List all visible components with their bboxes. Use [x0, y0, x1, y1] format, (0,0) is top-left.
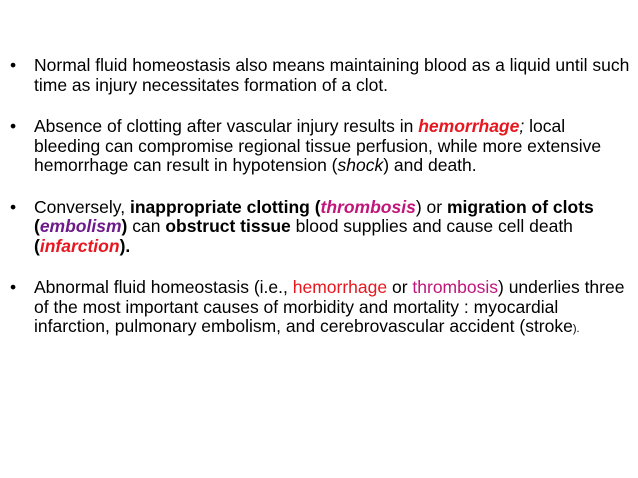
- bullet-4-text-a: Abnormal fluid homeostasis (i.e.,: [34, 277, 293, 297]
- phrase-obstruct-tissue: obstruct tissue: [165, 216, 291, 236]
- phrase-migration-of-clots: migration of clots (: [34, 196, 594, 236]
- bullet-3-text-b: ) or: [415, 196, 447, 217]
- bullet-3-text-a: Conversely,: [34, 196, 130, 217]
- bullet-3-text-c: can: [127, 216, 166, 236]
- bullet-list: [10, 56, 632, 362]
- bullet-item-3: [10, 198, 632, 257]
- close-paren-period: ).: [119, 235, 131, 256]
- close-paren: ): [121, 216, 128, 236]
- bullet-2-text-c: ) and death.: [383, 155, 477, 175]
- term-embolism: embolism: [39, 216, 122, 236]
- open-paren: (: [34, 235, 40, 256]
- bullet-marker: •: [10, 116, 17, 136]
- bullet-3-text-d: blood supplies and cause cell death: [290, 216, 573, 236]
- bullet-item-1: [10, 56, 632, 95]
- bullet-4-text-b: or: [387, 277, 413, 297]
- bullet-2-text-a: Absence of clotting after vascular injury results in: [34, 116, 419, 136]
- bullet-marker: •: [10, 196, 17, 217]
- phrase-inappropriate-clotting: inappropriate clotting (: [129, 196, 321, 217]
- bullet-item-4: [10, 278, 632, 340]
- term-thrombosis-plain: thrombosis: [412, 277, 498, 297]
- bullet-item-2: [10, 117, 632, 176]
- term-thrombosis: thrombosis: [320, 196, 416, 217]
- term-infarction: infarction: [39, 235, 120, 256]
- term-shock: shock: [337, 155, 384, 175]
- bullet-2-text-b: local bleeding can compromise regional tissue perfusion, while more extensive hemorrhage can result in hypotension (: [34, 116, 602, 175]
- bullet-marker: •: [10, 55, 17, 75]
- term-hemorrhage-plain: hemorrhage: [292, 277, 388, 297]
- bullet-marker: •: [10, 277, 17, 297]
- bullet-1-text: Normal fluid homeostasis also means maintaining blood as a liquid until such time as injury necessitates formation of a clot.: [34, 55, 630, 95]
- bullet-4-text-c: ) underlies three of the most important causes of morbidity and mortality : myocardial infarction, pulmonary embolism, and cerebrovascular accident (stroke: [34, 277, 625, 336]
- small-close-paren-period: ).: [572, 323, 580, 335]
- semicolon: ;: [519, 116, 525, 136]
- term-hemorrhage: hemorrhage: [418, 116, 520, 136]
